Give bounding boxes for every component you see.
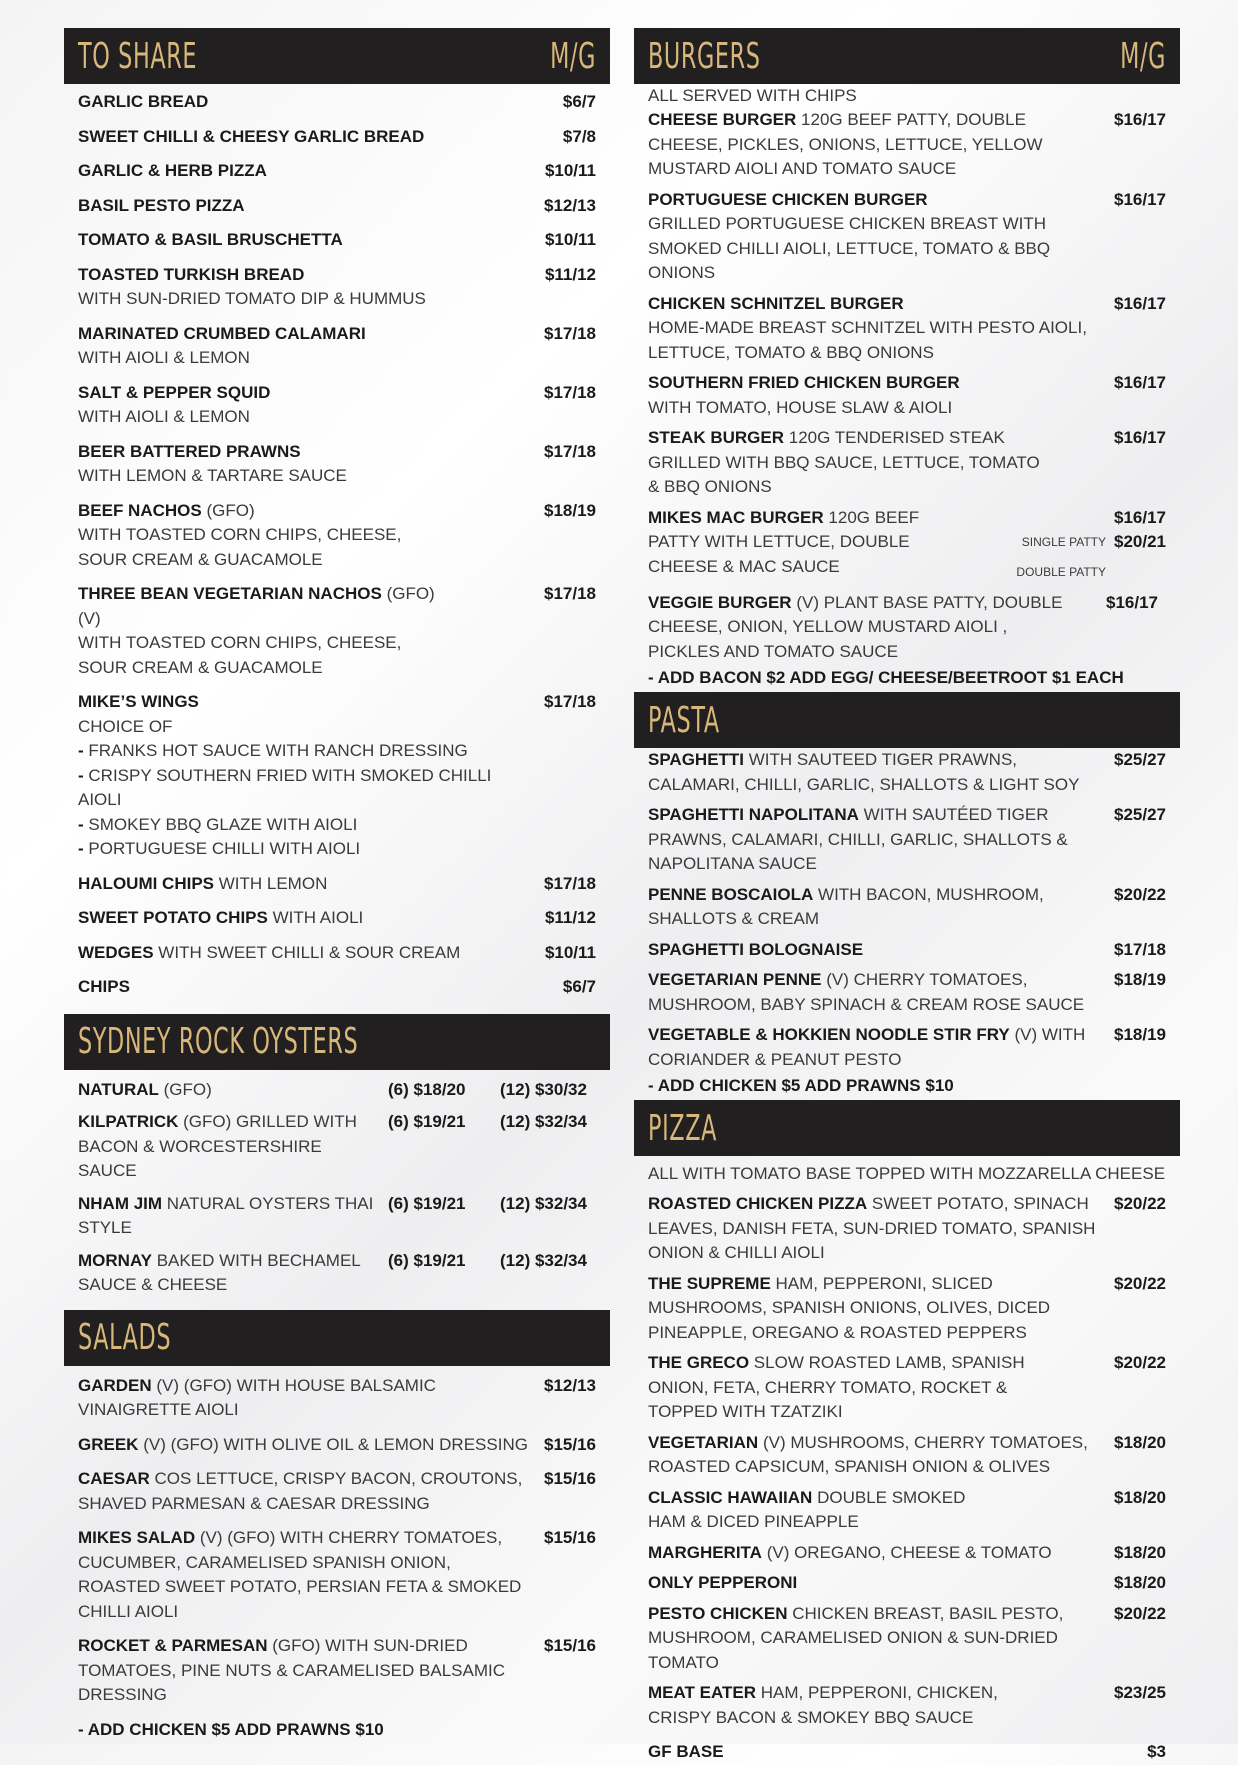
item-price: $10/11 xyxy=(544,161,596,180)
item-price: $18/19 xyxy=(1114,1025,1166,1044)
salads-title: SALADS xyxy=(78,1317,172,1358)
item-name: THREE BEAN VEGETARIAN NACHOS xyxy=(78,584,382,603)
to-share-mg: M/G xyxy=(550,35,596,77)
item-name: MARGHERITA xyxy=(648,1542,762,1562)
menu-item xyxy=(78,1634,596,1708)
menu-item xyxy=(648,591,1166,665)
menu-item xyxy=(78,1433,596,1458)
item-name: VEGETABLE & HOKKIEN NOODLE STIR FRY xyxy=(648,1025,1010,1044)
item-price: $7/8 xyxy=(562,126,596,146)
item-name: GREEK xyxy=(78,1434,139,1454)
item-name: GARDEN xyxy=(78,1375,152,1395)
oyster-item xyxy=(78,1192,596,1241)
item-name: CLASSIC HAWAIIAN xyxy=(648,1487,813,1507)
item-price: $17/18 xyxy=(544,873,596,893)
item-desc: (V) MUSHROOMS, CHERRY TOMATOES, ROASTED CAPSICUM, SPANISH ONION & OLIVES xyxy=(648,1432,1088,1476)
item-price: $15/16 xyxy=(544,1636,596,1655)
item-price: $17/18 xyxy=(544,584,596,603)
price-six: (6) $19/21 xyxy=(388,1193,466,1213)
salads-header xyxy=(64,1310,610,1366)
menu-item xyxy=(78,941,596,966)
menu-item xyxy=(78,381,596,430)
menu-item xyxy=(78,228,596,253)
item-name: SWEET POTATO CHIPS xyxy=(78,908,268,927)
price-twelve: (12) $30/32 xyxy=(500,1079,587,1099)
item-name: MEAT EATER xyxy=(648,1683,756,1702)
pizza-header xyxy=(634,1100,1180,1156)
item-price: $25/27 xyxy=(1114,805,1166,824)
item-desc: WITH AIOLI & LEMON xyxy=(78,407,250,426)
item-price: $18/20 xyxy=(1114,1487,1166,1507)
menu-item xyxy=(78,159,596,184)
item-price: $11/12 xyxy=(544,264,596,284)
item-name: KILPATRICK xyxy=(78,1112,179,1131)
item-price: $18/20 xyxy=(1114,1432,1166,1452)
item-desc: COS LETTUCE, CRISPY BACON, CROUTONS, SHAVED PARMESAN & CAESAR DRESSING xyxy=(78,1469,523,1513)
pasta-header xyxy=(634,692,1180,748)
item-desc: 120G TENDERISED STEAK GRILLED WITH BBQ SAUCE, LETTUCE, TOMATO & BBQ ONIONS xyxy=(648,428,1040,496)
item-name: BASIL PESTO PIZZA xyxy=(78,195,245,215)
item-desc: (V) PLANT BASE PATTY, DOUBLE CHEESE, ONION, YELLOW MUSTARD AIOLI , PICKLES AND TOMATO SAUCE xyxy=(648,592,1063,661)
menu-item xyxy=(648,1602,1166,1676)
menu-item xyxy=(648,426,1166,500)
item-price: $15/16 xyxy=(544,1469,596,1488)
item-name: GARLIC & HERB PIZZA xyxy=(78,161,267,180)
item-name: VEGETARIAN PENNE xyxy=(648,970,822,989)
item-desc: (V) (GFO) WITH OLIVE OIL & LEMON DRESSING xyxy=(143,1434,528,1454)
item-name: SWEET CHILLI & CHEESY GARLIC BREAD xyxy=(78,126,425,146)
oysters-header xyxy=(64,1014,610,1070)
item-desc: 120G BEEF PATTY WITH LETTUCE, DOUBLE CHEESE & MAC SAUCE xyxy=(648,507,920,576)
item-desc: WITH TOMATO, HOUSE SLAW & AIOLI xyxy=(648,397,953,417)
wings-option: - PORTUGUESE CHILLI WITH AIOLI xyxy=(78,839,361,858)
item-price: $20/22 xyxy=(1114,1273,1166,1293)
item-name: GARLIC BREAD xyxy=(78,92,209,111)
item-desc: WITH TOASTED CORN CHIPS, CHEESE, SOUR CREAM & GUACAMOLE xyxy=(78,525,402,569)
item-desc: NATURAL OYSTERS THAI STYLE xyxy=(78,1193,374,1237)
pizza-intro: ALL WITH TOMATO BASE TOPPED WITH MOZZARELLA CHEESE xyxy=(648,1164,1166,1183)
item-name: VEGETARIAN xyxy=(648,1432,759,1452)
menu-item xyxy=(78,872,596,897)
item-name: MORNAY xyxy=(78,1250,152,1270)
item-desc: SWEET POTATO, SPINACH LEAVES, DANISH FETA, SUN-DRIED TOMATO, SPANISH ONION & CHILLI AIOLI xyxy=(648,1194,1096,1262)
menu-item xyxy=(78,263,596,312)
item-price: $12/13 xyxy=(544,195,596,215)
item-price: $17/18 xyxy=(544,441,596,461)
item-price: $16/17 xyxy=(1114,428,1166,447)
item-desc: HAM, PEPPERONI, CHICKEN, CRISPY BACON & SMOKEY BBQ SAUCE xyxy=(648,1683,998,1727)
item-desc: WITH LEMON xyxy=(218,873,328,893)
left-column xyxy=(64,28,610,1742)
item-name: HALOUMI CHIPS xyxy=(78,873,214,893)
double-patty-label: DOUBLE PATTY xyxy=(1016,565,1106,579)
single-patty-price: $16/17 xyxy=(1114,507,1166,527)
item-name: PENNE BOSCAIOLA xyxy=(648,884,814,904)
pasta-list xyxy=(634,748,1180,1098)
salads-addon: - ADD CHICKEN $5 ADD PRAWNS $10 xyxy=(78,1719,384,1739)
single-patty-label: SINGLE PATTY xyxy=(1021,534,1106,549)
item-price: $20/22 xyxy=(1114,884,1166,904)
item-desc: (V) (GFO) WITH CHERRY TOMATOES, CUCUMBER, CARAMELISED SPANISH ONION, ROASTED SWEET POTATO, PERSIAN FETA & SMOKED CHILLI AIOLI xyxy=(78,1528,522,1621)
wings-option: - SMOKEY BBQ GLAZE WITH AIOLI xyxy=(78,814,358,834)
item-name: NATURAL xyxy=(78,1079,159,1099)
menu-item xyxy=(78,499,596,573)
menu-item xyxy=(648,938,1166,963)
item-price: $18/20 xyxy=(1114,1542,1166,1562)
price-six: (6) $19/21 xyxy=(388,1250,466,1270)
menu-item xyxy=(648,1486,1166,1535)
price-six: (6) $19/21 xyxy=(388,1112,466,1131)
item-name: MIKES MAC BURGER xyxy=(648,507,824,527)
item-price: $12/13 xyxy=(544,1375,596,1395)
menu-item xyxy=(78,322,596,371)
item-desc: (GFO) GRILLED WITH BACON & WORCESTERSHIRE SAUCE xyxy=(78,1112,357,1180)
item-desc: WITH BACON, MUSHROOM, SHALLOTS & CREAM xyxy=(648,884,1044,928)
item-price: $23/25 xyxy=(1114,1683,1166,1702)
price-six: (6) $18/20 xyxy=(388,1079,466,1099)
menu-item xyxy=(648,1571,1166,1596)
item-desc: HAM, PEPPERONI, SLICED MUSHROOMS, SPANISH ONIONS, OLIVES, DICED PINEAPPLE, OREGANO & ROASTED PEPPERS xyxy=(648,1273,1051,1342)
menu-item xyxy=(78,975,596,1000)
item-price: $16/17 xyxy=(1114,293,1166,313)
burgers-intro: ALL SERVED WITH CHIPS xyxy=(648,86,857,105)
item-name: ROCKET & PARMESAN xyxy=(78,1636,268,1655)
pizza-list xyxy=(634,1156,1180,1765)
item-desc: WITH AIOLI & LEMON xyxy=(78,348,250,367)
item-desc: HOME-MADE BREAST SCHNITZEL WITH PESTO AIOLI, LETTUCE, TOMATO & BBQ ONIONS xyxy=(648,318,1087,362)
item-desc: DOUBLE SMOKED HAM & DICED PINEAPPLE xyxy=(648,1487,966,1531)
wings-option: - CRISPY SOUTHERN FRIED WITH SMOKED CHILLI AIOLI xyxy=(78,765,492,809)
item-name: CHICKEN SCHNITZEL BURGER xyxy=(648,293,904,313)
item-name: SALT & PEPPER SQUID xyxy=(78,382,271,402)
double-patty-price: $20/21 xyxy=(1114,532,1166,551)
burgers-title: BURGERS xyxy=(648,35,761,77)
pizza-title: PIZZA xyxy=(648,1107,717,1149)
item-desc: WITH AIOLI xyxy=(272,908,364,927)
item-desc: BAKED WITH BECHAMEL SAUCE & CHEESE xyxy=(78,1250,361,1294)
item-desc: WITH SAUTÉED TIGER PRAWNS, CALAMARI, CHILLI, GARLIC, SHALLOTS & NAPOLITANA SAUCE xyxy=(648,805,1068,873)
item-name: THE GRECO xyxy=(648,1353,750,1372)
menu-item xyxy=(78,1467,596,1516)
price-twelve: (12) $32/34 xyxy=(500,1112,587,1131)
item-name: SPAGHETTI BOLOGNAISE xyxy=(648,939,864,959)
burgers-list xyxy=(634,84,1180,690)
pasta-title: PASTA xyxy=(648,699,720,741)
item-price: $17/18 xyxy=(544,323,596,343)
item-name: STEAK BURGER xyxy=(648,428,785,447)
item-name: PESTO CHICKEN xyxy=(648,1603,788,1623)
item-price: $10/11 xyxy=(544,942,596,962)
item-price: $20/22 xyxy=(1114,1194,1166,1213)
to-share-title: TO SHARE xyxy=(78,35,198,77)
item-name: PORTUGUESE CHICKEN BURGER xyxy=(648,189,928,209)
item-name: SPAGHETTI NAPOLITANA xyxy=(648,805,859,824)
item-tag: (GFO) xyxy=(206,500,255,520)
menu-item xyxy=(78,906,596,931)
burgers-addon: - ADD BACON $2 ADD EGG/ CHEESE/BEETROOT $1 EACH xyxy=(648,668,1124,687)
item-desc: SLOW ROASTED LAMB, SPANISH ONION, FETA, CHERRY TOMATO, ROCKET & TOPPED WITH TZATZIKI xyxy=(648,1353,1025,1421)
menu-item xyxy=(648,803,1166,877)
item-name: SOUTHERN FRIED CHICKEN BURGER xyxy=(648,373,960,392)
salads-list xyxy=(64,1366,610,1742)
item-price: $20/22 xyxy=(1114,1603,1166,1623)
price-twelve: (12) $32/34 xyxy=(500,1250,587,1270)
item-desc: 120G BEEF PATTY, DOUBLE CHEESE, PICKLES, ONIONS, LETTUCE, YELLOW MUSTARD AIOLI AND TOMATO SAUCE xyxy=(648,110,1043,178)
item-desc: (GFO) xyxy=(163,1079,212,1099)
menu-item xyxy=(648,1272,1166,1346)
item-price: $25/27 xyxy=(1114,750,1166,769)
item-price: $10/11 xyxy=(544,230,596,249)
item-price: $15/16 xyxy=(544,1528,596,1547)
oysters-list xyxy=(64,1070,610,1298)
item-name: THE SUPREME xyxy=(648,1273,771,1293)
item-name: NHAM JIM xyxy=(78,1193,163,1213)
oyster-item xyxy=(78,1249,596,1298)
item-name: VEGGIE BURGER xyxy=(648,592,792,612)
item-price: $17/18 xyxy=(1114,939,1166,959)
menu-item xyxy=(648,108,1166,182)
menu-item xyxy=(78,440,596,489)
item-price: $17/18 xyxy=(544,692,596,711)
menu-item xyxy=(648,1431,1166,1480)
to-share-header xyxy=(64,28,610,84)
item-name: WEDGES xyxy=(78,942,154,962)
item-name: TOMATO & BASIL BRUSCHETTA xyxy=(78,230,343,249)
item-desc: WITH SUN-DRIED TOMATO DIP & HUMMUS xyxy=(78,289,426,308)
item-desc: (V) WITH CORIANDER & PEANUT PESTO xyxy=(648,1025,1086,1069)
item-price: $6/7 xyxy=(562,92,596,111)
item-name: TOASTED TURKISH BREAD xyxy=(78,264,305,284)
menu-item xyxy=(648,1192,1166,1266)
menu-item xyxy=(78,125,596,150)
pasta-addon: - ADD CHICKEN $5 ADD PRAWNS $10 xyxy=(648,1076,954,1095)
item-name: MIKES SALAD xyxy=(78,1528,196,1547)
item-price: $18/20 xyxy=(1114,1573,1166,1592)
menu-item xyxy=(78,1374,596,1423)
oysters-title: SYDNEY ROCK OYSTERS xyxy=(78,1021,359,1062)
menu-item xyxy=(648,1351,1166,1425)
menu-item xyxy=(648,1541,1166,1566)
menu-item xyxy=(648,292,1166,366)
item-name: CHIPS xyxy=(78,977,130,996)
item-tag: (GFO) (V) xyxy=(78,584,435,628)
menu-item xyxy=(648,188,1166,286)
wings-option: - FRANKS HOT SAUCE WITH RANCH DRESSING xyxy=(78,741,468,760)
item-name: GF BASE xyxy=(648,1742,724,1761)
item-desc: WITH TOASTED CORN CHIPS, CHEESE, SOUR CREAM & GUACAMOLE xyxy=(78,633,402,677)
item-desc: CHICKEN BREAST, BASIL PESTO, MUSHROOM, CARAMELISED ONION & SUN-DRIED TOMATO xyxy=(648,1603,1064,1672)
item-price: $17/18 xyxy=(544,382,596,402)
menu-item xyxy=(648,748,1166,797)
item-price: $16/17 xyxy=(1114,373,1166,392)
item-price: $11/12 xyxy=(544,908,596,927)
menu-item xyxy=(78,194,596,219)
burgers-mg: M/G xyxy=(1120,35,1166,77)
item-price: $16/17 xyxy=(1114,110,1166,129)
burgers-header xyxy=(634,28,1180,84)
wings-choice: CHOICE OF xyxy=(78,716,173,736)
item-price: $18/19 xyxy=(544,500,596,520)
item-price: $3 xyxy=(1147,1742,1166,1761)
item-price: $16/17 xyxy=(1114,189,1166,209)
item-desc: GRILLED PORTUGUESE CHICKEN BREAST WITH SMOKED CHILLI AIOLI, LETTUCE, TOMATO & BBQ ONIONS xyxy=(648,214,1051,282)
item-price: $20/22 xyxy=(1114,1353,1166,1372)
item-name: ROASTED CHICKEN PIZZA xyxy=(648,1194,868,1213)
menu-item xyxy=(648,968,1166,1017)
item-name: SPAGHETTI xyxy=(648,750,745,769)
menu-item xyxy=(78,582,596,680)
item-name: CAESAR xyxy=(78,1469,150,1488)
oyster-item xyxy=(78,1078,596,1103)
mac-prices xyxy=(1114,506,1166,555)
menu-item xyxy=(648,883,1166,932)
right-column xyxy=(634,28,1180,1765)
item-name: ONLY PEPPERONI xyxy=(648,1573,798,1592)
wings-item xyxy=(78,690,596,862)
menu-item xyxy=(78,1526,596,1624)
menu-item xyxy=(648,1681,1166,1730)
oyster-item xyxy=(78,1110,596,1184)
item-name: MIKE’S WINGS xyxy=(78,692,199,711)
item-desc: (GFO) WITH SUN-DRIED TOMATOES, PINE NUTS & CARAMELISED BALSAMIC DRESSING xyxy=(78,1636,505,1704)
item-price: $15/16 xyxy=(544,1434,596,1454)
item-name: CHEESE BURGER xyxy=(648,110,797,129)
item-desc: WITH LEMON & TARTARE SAUCE xyxy=(78,466,347,485)
item-price: $18/19 xyxy=(1114,970,1166,989)
item-desc: WITH SWEET CHILLI & SOUR CREAM xyxy=(158,942,461,962)
menu-item xyxy=(648,371,1166,420)
item-price: $16/17 xyxy=(1106,592,1158,612)
item-name: MARINATED CRUMBED CALAMARI xyxy=(78,323,366,343)
item-desc: (V) (GFO) WITH HOUSE BALSAMIC VINAIGRETTE AIOLI xyxy=(78,1375,436,1419)
item-name: BEER BATTERED PRAWNS xyxy=(78,441,301,461)
menu-item xyxy=(78,90,596,115)
item-name: BEEF NACHOS xyxy=(78,500,202,520)
item-desc: (V) OREGANO, CHEESE & TOMATO xyxy=(766,1542,1052,1562)
item-desc: WITH SAUTEED TIGER PRAWNS, CALAMARI, CHILLI, GARLIC, SHALLOTS & LIGHT SOY xyxy=(648,750,1080,794)
patty-labels xyxy=(938,506,1114,585)
item-desc: (V) CHERRY TOMATOES, MUSHROOM, BABY SPINACH & CREAM ROSE SAUCE xyxy=(648,970,1085,1014)
menu-item xyxy=(648,1023,1166,1072)
item-price: $6/7 xyxy=(562,977,596,996)
price-twelve: (12) $32/34 xyxy=(500,1193,587,1213)
mac-burger-item xyxy=(648,506,1166,585)
to-share-list xyxy=(64,84,610,1000)
